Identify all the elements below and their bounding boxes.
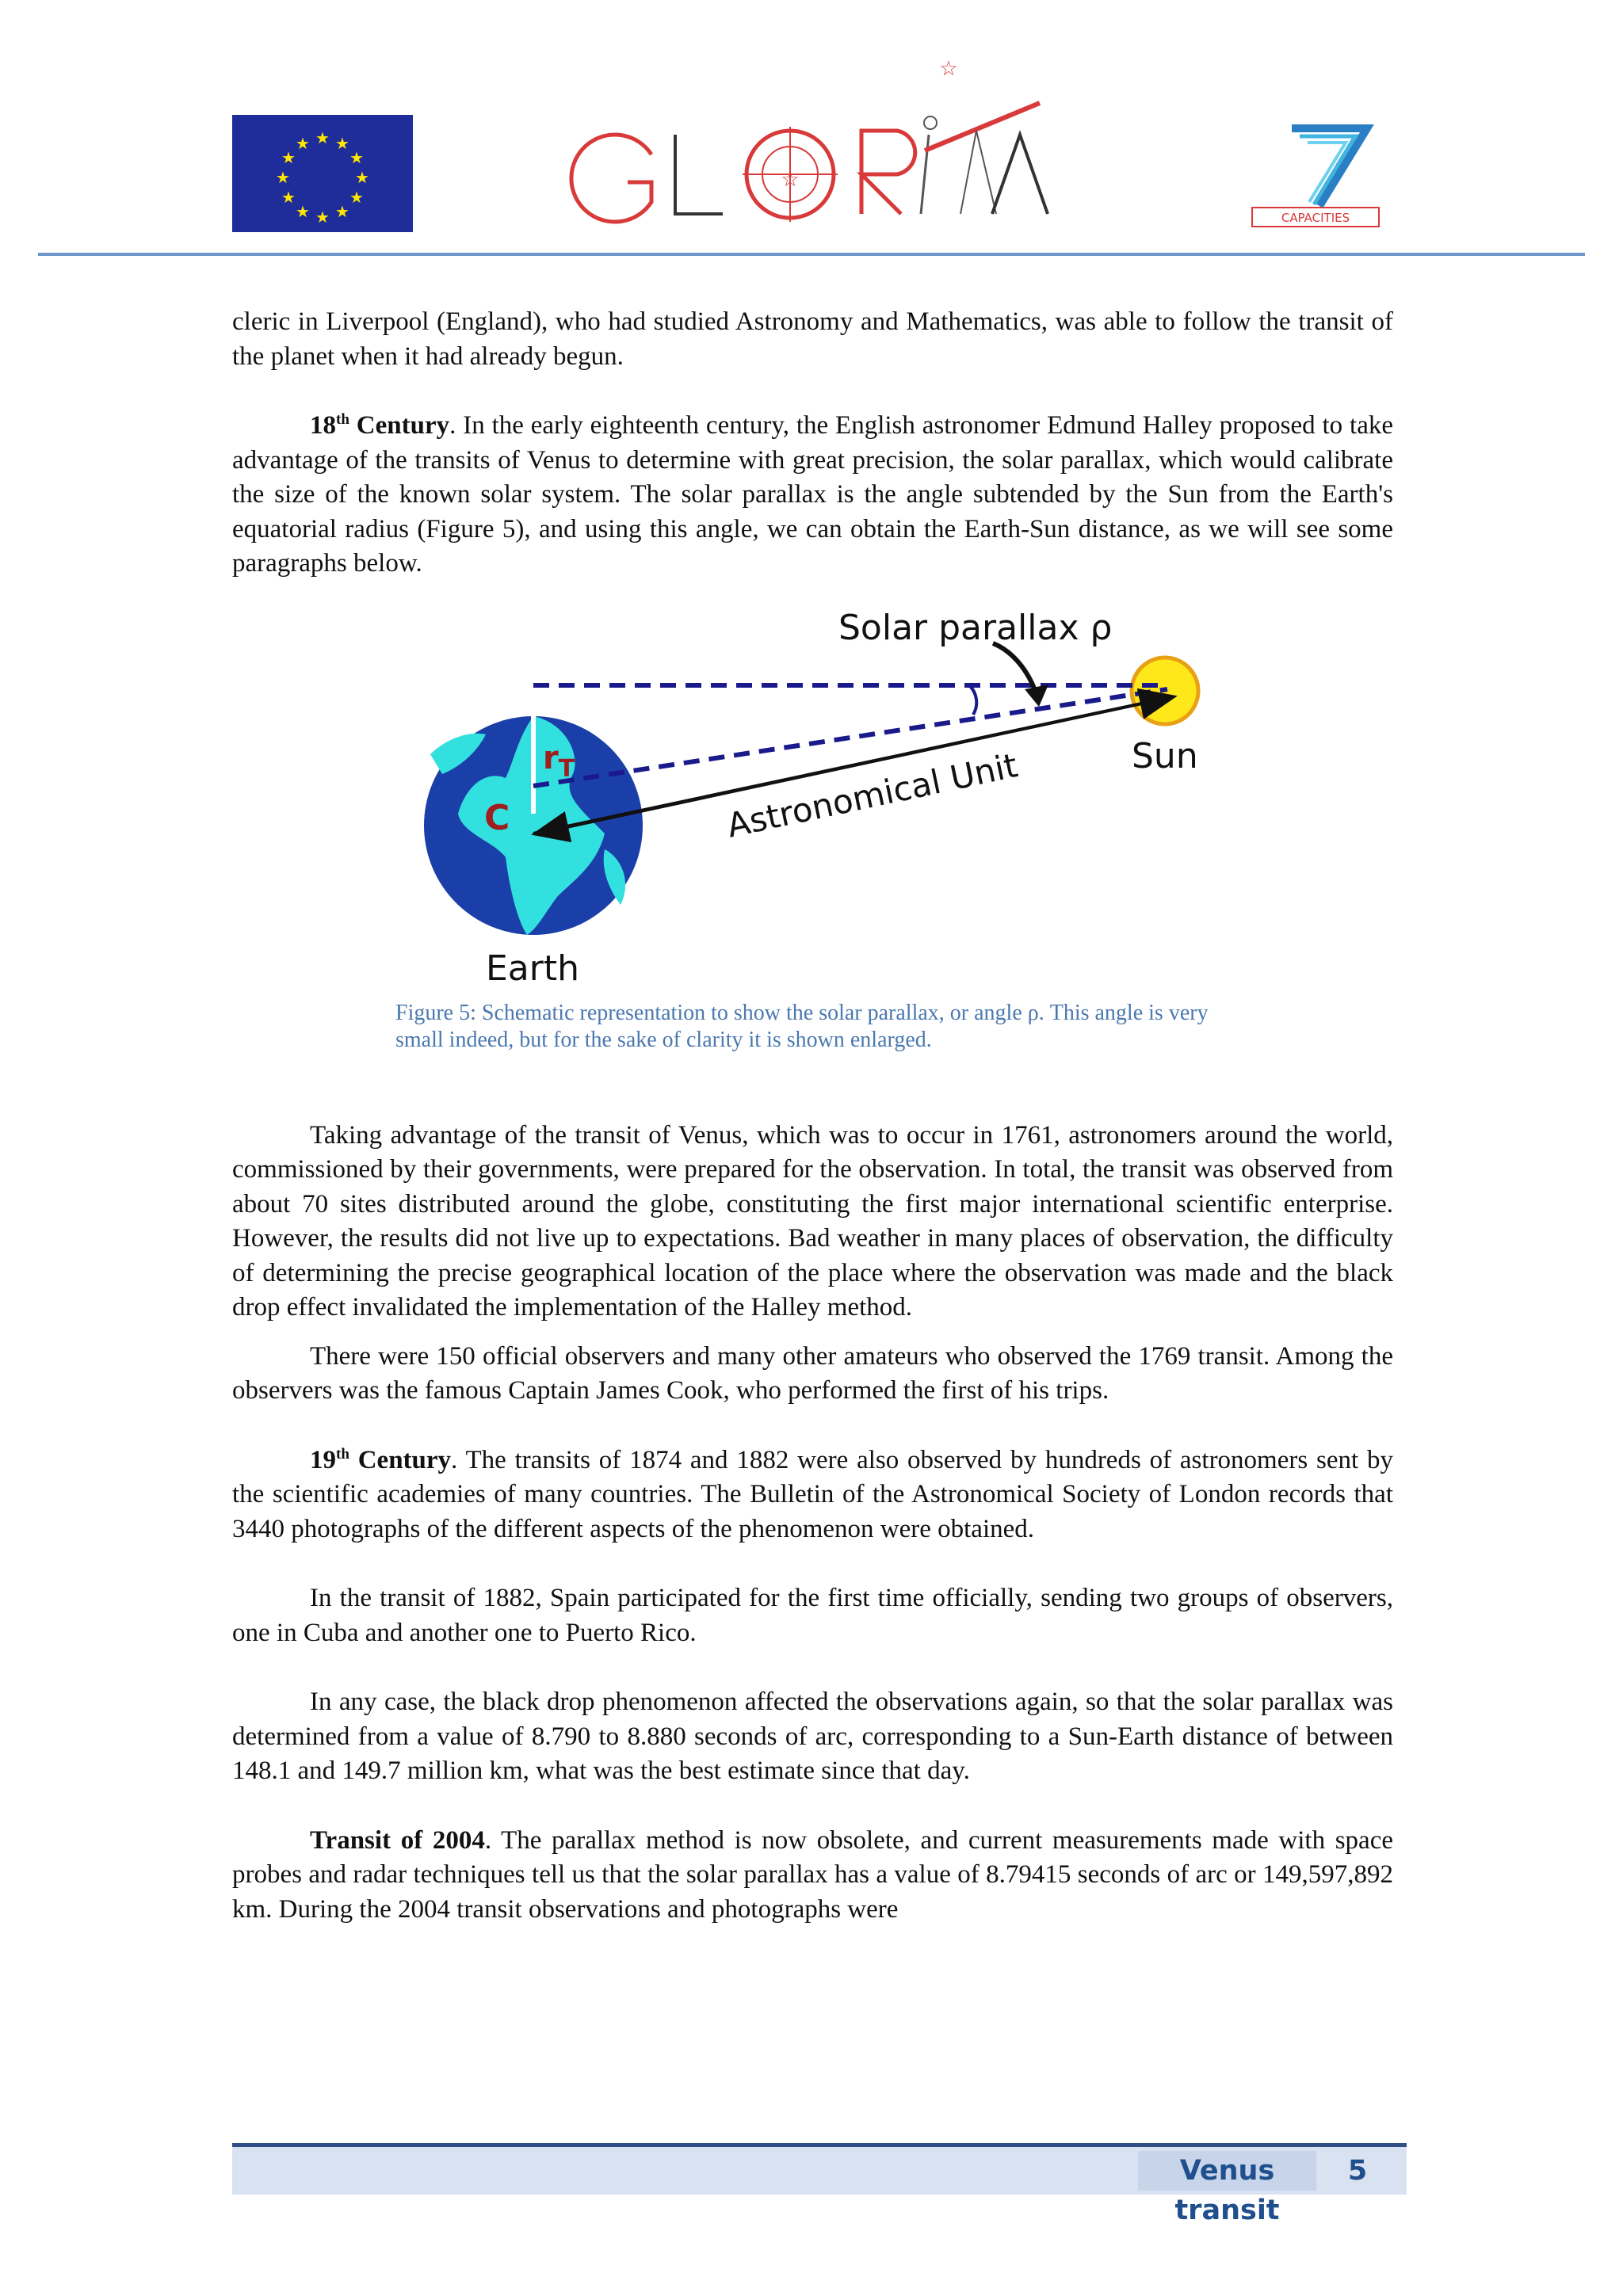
svg-text:★: ★: [349, 148, 364, 167]
svg-text:★: ★: [281, 188, 296, 207]
svg-text:★: ★: [335, 134, 349, 153]
label-earth: Earth: [486, 948, 579, 989]
svg-text:☆: ☆: [781, 168, 800, 192]
heading-18th-century: 18th Century: [310, 411, 450, 440]
svg-text:★: ★: [281, 148, 296, 167]
label-solar-parallax: Solar parallax ρ: [838, 607, 1113, 648]
parallax-slant-line: [533, 689, 1167, 786]
figure-caption: Figure 5: Schematic representation to show the solar parallax, or angle ρ. This angle is very small indeed, but for the sake of clarity it is shown enlarged.: [395, 1000, 1209, 1052]
paragraph-18th-century: 18th Century. In the early eighteenth century, the English astronomer Edmund Halley proposed to take advantage of the transits of Venus to determine with great precision, the solar parallax, which would calibrate the size of the known solar system. The solar parallax is the angle subtended by the Sun from the Earth's equatorial radius (Figure 5), and using this angle, we can obtain the Earth-Sun distance, as we will see some paragraphs below.: [232, 411, 1393, 578]
svg-text:☆: ☆: [939, 57, 958, 81]
page-body: [232, 305, 1393, 1962]
eu-flag-logo: [232, 115, 413, 232]
svg-text:★: ★: [335, 202, 349, 221]
svg-text:★: ★: [296, 202, 310, 221]
parallax-angle-arc: [969, 685, 976, 715]
paragraph-19th-century: 19th Century. The transits of 1874 and 1882 were also observed by hundreds of astronomers sent by the scientific academies of many countries. The Bulletin of the Astronomical Society of London records that 3440 photographs of the different aspects of the phenomenon were obtained.: [232, 1445, 1393, 1543]
fp7-label: CAPACITIES: [1281, 211, 1350, 225]
heading-transit-2004: Transit of 2004: [310, 1825, 485, 1855]
footer-document-title: Venus transit: [1138, 2151, 1316, 2191]
svg-text:★: ★: [276, 168, 290, 187]
svg-text:★: ★: [315, 208, 330, 227]
paragraph-1882-spain: In the transit of 1882, Spain participated for the first time officially, sending two groups of observers, one in Cuba and another one to Puerto Rico.: [232, 1584, 1393, 1647]
solar-parallax-diagram: [232, 596, 1393, 996]
page-header: [0, 0, 1623, 261]
paragraph-1761-transit: Taking advantage of the transit of Venus, which was to occur in 1761, astronomers around the world, commissioned by their governments, were prepared for the observation. In total, the transit was observed from about 70 sites distributed around the globe, constituting the first major international scientific enterprise. However, the results did not live up to expectations. Bad weather in many places of observation, the difficulty of determining the precise geographical location of the place where the observation was made and the black drop effect invalidated the implementation of the Halley method.: [232, 1120, 1393, 1322]
gloria-logo: [564, 48, 1071, 238]
label-astronomical-unit: Astronomical Unit: [723, 745, 1022, 845]
svg-text:★: ★: [349, 188, 364, 207]
paragraph-1: cleric in Liverpool (England), who had studied Astronomy and Mathematics, was able to follow the transit of the planet when it had already begun.: [232, 307, 1393, 371]
label-center: C: [484, 797, 510, 838]
fp7-capacities-logo: [1244, 119, 1387, 230]
svg-text:★: ★: [315, 128, 330, 147]
footer-page-number: 5: [1347, 2155, 1368, 2187]
paragraph-transit-2004: Transit of 2004. The parallax method is now obsolete, and current measurements made with space probes and radar techniques tell us that the solar parallax has a value of 8.79415 seconds of arc or 149,597,892 km. During the 2004 transit observations and photographs were: [232, 1825, 1393, 1924]
paragraph-black-drop: In any case, the black drop phenomenon affected the observations again, so that the solar parallax was determined from a value of 8.790 to 8.880 seconds of arc, corresponding to a Sun-Earth distance of between 148.1 and 149.7 million km, what was the best estimate since that day.: [232, 1688, 1393, 1785]
heading-19th-century: 19th Century: [310, 1445, 452, 1474]
svg-text:★: ★: [296, 134, 310, 153]
page-footer: [232, 2143, 1407, 2226]
paragraph-1769-transit: There were 150 official observers and many other amateurs who observed the 1769 transit. Among the observers was the famous Captain James Cook, who performed the first of his trips.: [232, 1341, 1393, 1405]
label-radius: $r_T$: [543, 739, 575, 783]
header-divider: [38, 253, 1585, 256]
svg-text:★: ★: [355, 168, 369, 187]
label-sun: Sun: [1132, 735, 1198, 776]
figure-solar-parallax: [232, 596, 1393, 1052]
